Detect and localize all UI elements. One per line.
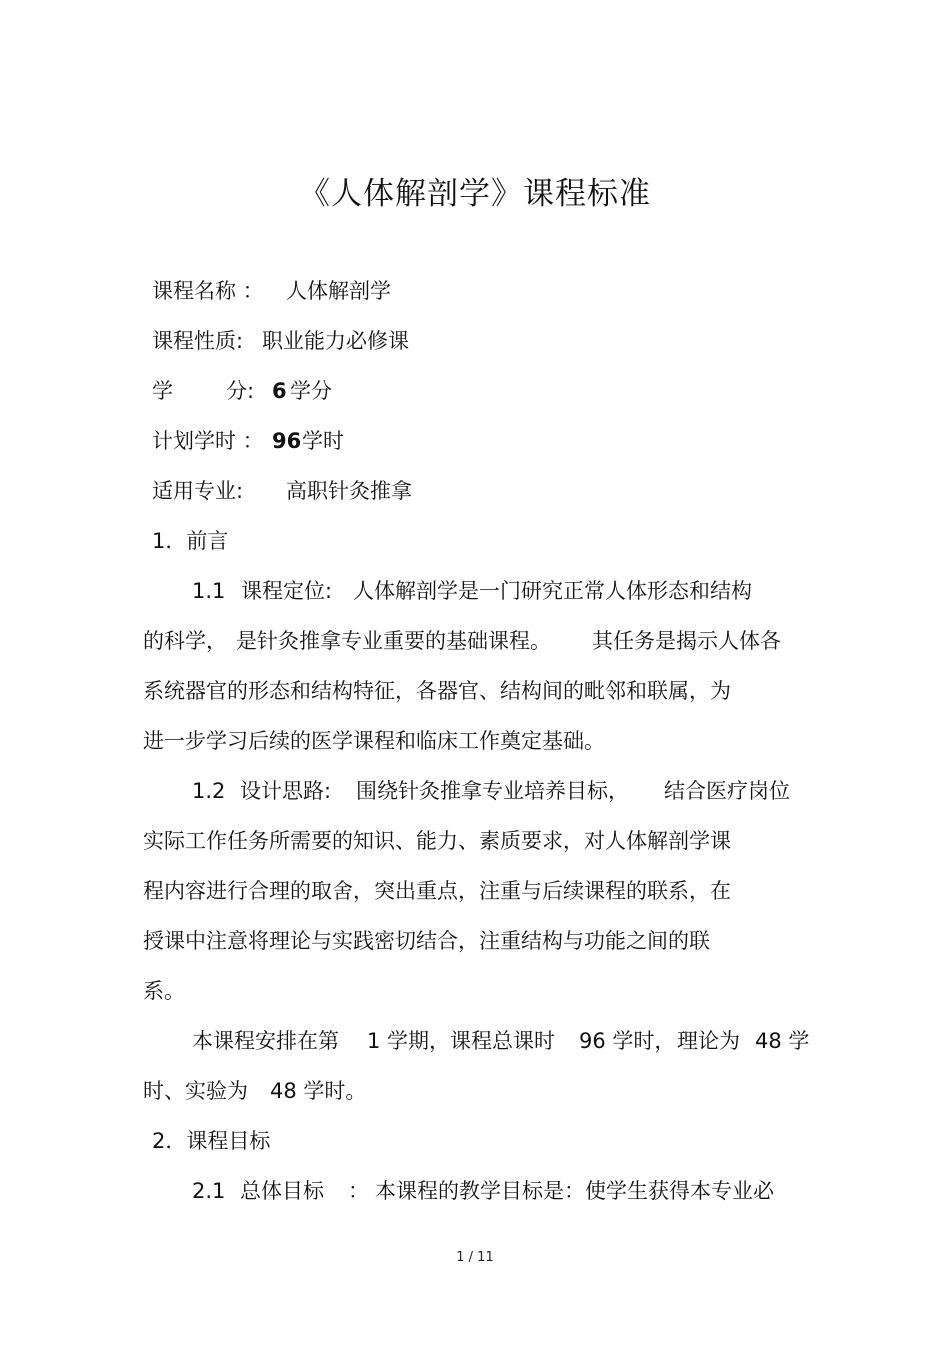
- para-2-1-colon: ：: [348, 1179, 369, 1203]
- para-1-1-line-2a: 的科学，: [143, 629, 227, 653]
- para-1-1-line-2b: 是针灸推拿专业重要的基础课程。: [236, 629, 551, 653]
- para-1-1-label: 课程定位:: [241, 579, 333, 603]
- page-number: 1 / 11: [456, 1250, 494, 1265]
- schedule-part-b: 1 学期，课程总课时: [367, 1029, 556, 1053]
- schedule-part-e: 48 学: [755, 1029, 810, 1053]
- document-title: 《人体解剖学》课程标准: [299, 176, 651, 212]
- section-1-heading: 1．前言: [152, 529, 229, 553]
- course-name-value: 人体解剖学: [286, 279, 391, 303]
- para-1-2-label: 设计思路:: [240, 779, 332, 803]
- para-1-2-line-5: 系。: [143, 979, 185, 1003]
- credit-value-number: 6: [272, 379, 287, 403]
- para-1-2-line-1b: 结合医疗岗位: [664, 779, 790, 803]
- section-2-heading: 2．课程目标: [152, 1129, 271, 1153]
- para-2-1-label: 总体目标: [240, 1179, 324, 1203]
- para-1-1-line-3: 系统器官的形态和结构特征，各器官、结构间的毗邻和联属，为: [143, 679, 731, 703]
- para-1-2-line-4: 授课中注意将理论与实践密切结合，注重结构与功能之间的联: [143, 929, 710, 953]
- para-1-2-line-3: 程内容进行合理的取舍，突出重点，注重与后续课程的联系，在: [143, 879, 731, 903]
- para-2-1-number: 2.1: [192, 1179, 226, 1203]
- credit-label-first: 学: [152, 379, 173, 403]
- para-1-2-line-1a: 围绕针灸推拿专业培养目标，: [356, 779, 629, 803]
- credit-value-unit: 学分: [290, 379, 332, 403]
- course-nature-label: 课程性质:: [152, 329, 244, 353]
- para-1-1-line-4: 进一步学习后续的医学课程和临床工作奠定基础。: [143, 729, 605, 753]
- para-1-1-number: 1.1: [192, 579, 226, 603]
- major-value: 高职针灸推拿: [286, 479, 412, 503]
- para-1-2-line-2: 实际工作任务所需要的知识、能力、素质要求，对人体解剖学课: [143, 829, 731, 853]
- schedule-line-2a: 时、实验为: [143, 1079, 248, 1103]
- course-nature-value: 职业能力必修课: [262, 329, 409, 353]
- planned-hours-number: 96: [272, 429, 302, 453]
- schedule-part-a: 本课程安排在第: [192, 1029, 339, 1053]
- credit-label-second: 分:: [226, 379, 255, 403]
- schedule-part-d: 理论为: [677, 1029, 740, 1053]
- para-1-2-number: 1.2: [192, 779, 226, 803]
- schedule-part-c: 96 学时，: [579, 1029, 676, 1053]
- para-1-1-line-2c: 其任务是揭示人体各: [592, 629, 781, 653]
- planned-hours-label: 计划学时 ：: [152, 429, 264, 453]
- para-1-1-line-1: 人体解剖学是一门研究正常人体形态和结构: [353, 579, 752, 603]
- course-name-label: 课程名称 ：: [152, 279, 264, 303]
- major-label: 适用专业:: [152, 479, 244, 503]
- schedule-line-2b: 48 学时。: [270, 1079, 367, 1103]
- para-2-1-text: 本课程的教学目标是：使学生获得本专业必: [375, 1179, 774, 1203]
- planned-hours-unit: 学时: [302, 429, 344, 453]
